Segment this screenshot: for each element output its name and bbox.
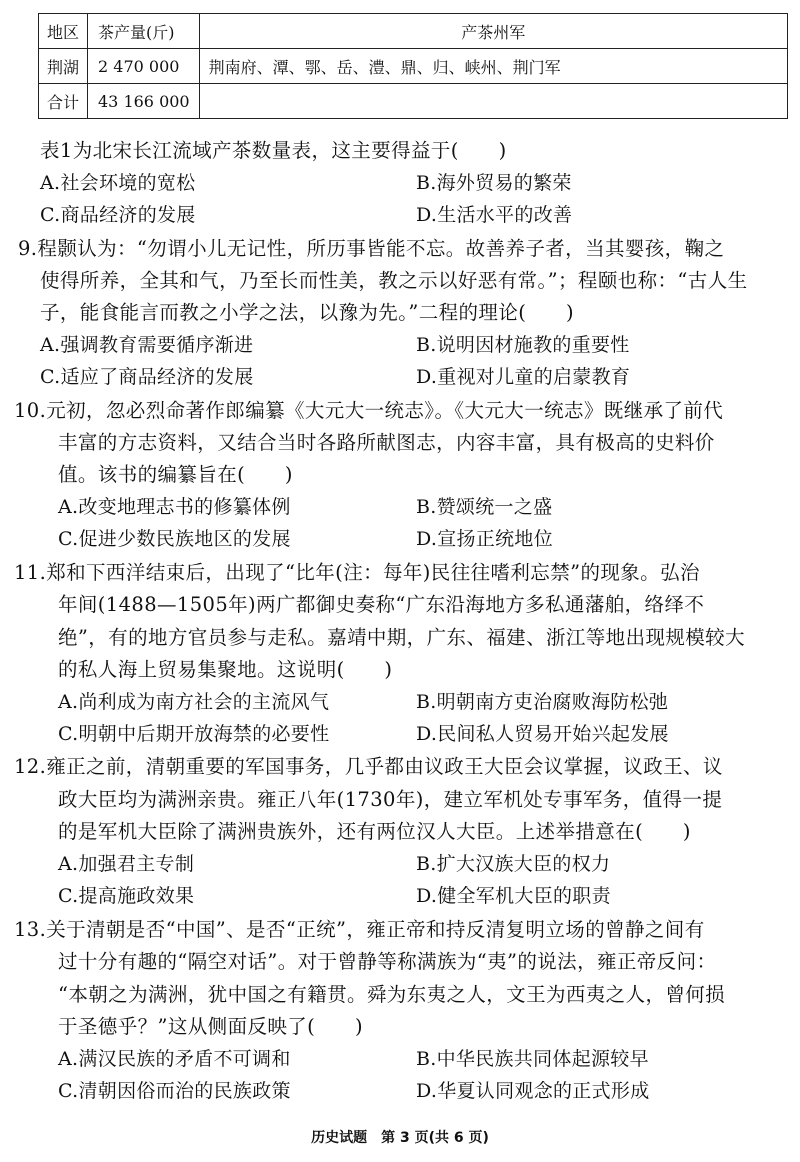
q11-option-c: C.明朝中后期开放海禁的必要性 [58,723,330,745]
table-header-row [39,14,788,49]
q10-option-b: B.赞颂统一之盛 [416,496,553,518]
q10-option-a: A.改变地理志书的修纂体例 [58,496,291,518]
q8-option-d: D.生活水平的改善 [416,204,573,226]
table-cell: 2 470 000 [88,49,200,84]
question-9-stem-line: 使得所养，全其和气，乃至长而性美，教之示以好恶有常。”；程颐也称：“古人生 [40,269,748,292]
question-10-stem-line: 值。该书的编纂旨在( ) [58,463,293,486]
table-header-cell: 产茶州军 [199,14,787,49]
q11-option-d: D.民间私人贸易开始兴起发展 [416,723,669,745]
table-header-cell: 茶产量(斤) [88,14,200,49]
question-13-stem-line: 于圣德乎？”这从侧面反映了( ) [58,1015,363,1038]
question-12-stem-line: 政大臣均为满洲亲贵。雍正八年(1730年)，建立军机处专事军务，值得一提 [58,788,723,811]
q8-option-a: A.社会环境的宽松 [40,172,196,194]
q13-option-c: C.清朝因俗而治的民族政策 [58,1080,291,1102]
question-11-stem-line: 年间(1488—1505年)两广都御史奏称“广东沿海地方多私通藩舶，络绎不 [58,593,705,616]
q9-option-c: C.适应了商品经济的发展 [40,366,254,388]
q12-option-c: C.提高施政效果 [58,885,195,907]
question-10-stem-line: 丰富的方志资料，又结合当时各路所献图志，内容丰富，具有极高的史料价 [58,431,715,454]
q12-option-a: A.加强君主专制 [58,853,195,875]
q9-option-d: D.重视对儿童的启蒙教育 [416,366,631,388]
q13-option-a: A.满汉民族的矛盾不可调和 [58,1048,291,1070]
q8-option-c: C.商品经济的发展 [40,204,196,226]
question-11-stem-line: 的私人海上贸易集聚地。这说明( ) [58,658,393,681]
table-header-cell: 地区 [39,14,88,49]
question-12-stem-line: 的是军机大臣除了满洲贵族外，还有两位汉人大臣。上述举措意在( ) [58,820,691,843]
table-cell: 合计 [39,84,88,119]
q9-option-a: A.强调教育需要循序渐进 [40,334,254,356]
q11-option-a: A.尚利成为南方社会的主流风气 [58,691,330,713]
question-10-stem: 10.元初，忽必烈命著作郎编纂《大元大一统志》。《大元大一统志》既继承了前代 [14,399,724,422]
question-11-stem-line: 绝”，有的地方官员参与走私。嘉靖中期，广东、福建、浙江等地出现规模较大 [58,626,745,649]
q8-option-b: B.海外贸易的繁荣 [416,172,572,194]
table-cell [199,84,787,119]
tea-production-table [38,13,788,119]
q12-option-d: D.健全军机大臣的职责 [416,885,611,907]
q12-option-b: B.扩大汉族大臣的权力 [416,853,611,875]
question-9-stem-line: 子，能食能言而教之小学之法，以豫为先。”二程的理论( ) [40,301,575,324]
table-row [39,84,788,119]
q9-option-b: B.说明因材施教的重要性 [416,334,630,356]
question-11-stem: 11.郑和下西洋结束后，出现了“比年(注：每年)民往往嗜利忘禁”的现象。弘治 [14,561,700,584]
table-row [39,49,788,84]
question-9-stem: 9.程颢认为：“勿谓小儿无记性，所历事皆能不忘。故善养子者，当其婴孩，鞠之 [18,237,725,260]
question-12-stem: 12.雍正之前，清朝重要的军国事务，几乎都由议政王大臣会议掌握，议政王、议 [14,755,723,778]
table-cell: 43 166 000 [88,84,200,119]
table-cell: 荆南府、潭、鄂、岳、澧、鼎、归、峡州、荆门军 [199,49,787,84]
question-13-stem-line: 过十分有趣的“隔空对话”。对于曾静等称满族为“夷”的说法，雍正帝反问： [58,950,717,973]
page-footer: 历史试题 第 3 页(共 6 页) [311,1130,489,1146]
q13-option-b: B.中华民族共同体起源较早 [416,1048,649,1070]
table-cell: 荆湖 [39,49,88,84]
question-8-stem: 表1为北宋长江流域产茶数量表，这主要得益于( ) [40,139,507,162]
q11-option-b: B.明朝南方吏治腐败海防松弛 [416,691,669,713]
q10-option-d: D.宣扬正统地位 [416,528,553,550]
q10-option-c: C.促进少数民族地区的发展 [58,528,291,550]
q13-option-d: D.华夏认同观念的正式形成 [416,1080,650,1102]
question-13-stem-line: “本朝之为满洲，犹中国之有籍贯。舜为东夷之人，文王为西夷之人，曾何损 [58,983,726,1006]
question-13-stem: 13.关于清朝是否“中国”、是否“正统”，雍正帝和持反清复明立场的曾静之间有 [14,918,705,941]
